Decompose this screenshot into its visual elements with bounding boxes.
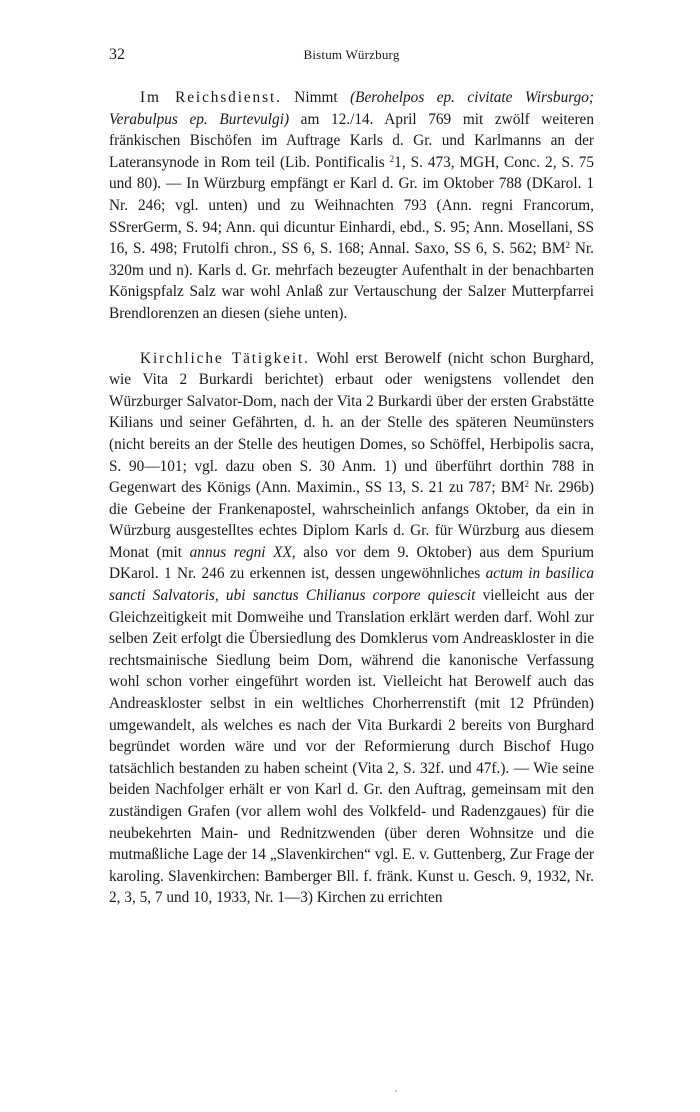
paragraph-text [109,350,594,907]
paragraph-kirchliche-taetigkeit [109,348,594,909]
italic-text: (Berohelpos ep. civitate Wirsburgo; Verabulpus ep. Burtevulgi) [109,89,595,128]
text-run: Wohl erst Berowelf (nicht schon Burghard, wie Vita 2 Burkardi berichtet) erbaut oder wenigstens vollendet den Würzburger Salvator-Dom, nach der Vita 2 Burkardi über der ersten Grabstätte Kilians und seiner Gefährten, d. h. an der Stelle des späteren Neumünsters (nicht bereits an der Stelle des heutigen Domes, so Schöffel, Herbipolis sacra, S. 90—101; vgl. dazu oben S. 30 Anm. 1) und überführt dorthin 788 in Gegenwart des Königs (Ann. Maximin., SS 13, S. 21 zu 787; BM [109,349,594,497]
page-header [109,46,594,68]
scan-speck [395,1090,397,1092]
text-run: 1, S. 473, MGH, Conc. 2, S. 75 und 80). — In Würzburg empfängt er Karl d. Gr. im Oktober 788 (DKarol. 1 Nr. 246; vgl. unten) und zu Weihnachten 793 (Ann. regni Francorum, SSrerGerm, S. 94; Ann. qui dicuntur Einhardi, ebd., S. 95; Ann. Mosellani, SS 16, S. 498; Frutolfi chron., SS 6, S. 168; Annal. Saxo, SS 6, S. 562; BM [109,153,595,258]
running-title: Bistum Würzburg [303,47,400,62]
text-run: Nimmt [281,89,351,106]
paragraph-reichsdienst [109,87,594,325]
page-number: 32 [109,46,125,63]
text-run: , also vor dem 9. Oktober) aus dem Spurium DKarol. 1 Nr. 246 zu erkennen ist, dessen ungewöhnliches [109,543,594,583]
italic-text: actum in basilica sancti Salvatoris, ubi sanctus Chilianus corpore quiescit [109,565,594,605]
text-run: am 12./14. April 769 mit zwölf weiteren fränkischen Bischöfen im Auftrage Karls d. Gr. und Karlmanns an der Lateransynode in Rom teil (Lib. Pontificalis [109,110,594,171]
section-heading: Kirchliche Tätigkeit. [140,349,310,367]
page-body [109,87,594,909]
italic-text: annus regni XX [189,543,292,561]
superscript-edition: 2 [389,153,395,164]
superscript-edition: 2 [524,479,530,490]
text-run: Nr. 296b) die Gebeine der Frankenapostel, wahrscheinlich anfangs Oktober, da ein in Würzburg ausgestelltes echtes Diplom Karls d. Gr. für Würzburg aus diesem Monat (mit [109,479,594,561]
paragraph-text [109,89,594,322]
text-run: vielleicht aus der Gleichzeitigkeit mit Domweihe und Translation erklärt werden darf. Wohl zur selben Zeit erfolgt die Übersiedlung des Domklerus vom Andreaskloster in die rechtsmainische Siedlung beim Dom, während die kanonische Verfassung wohl schon vorher eingeführt worden ist. Vielleicht hat Berowelf auch das Andreaskloster selbst in ein weltliches Chorherrenstift (mit 12 Pfründen) umgewandelt, als welches es nach der Vita Burkardi 2 bereits von Burghard begründet worden wäre und vor der Reformierung durch Bischof Hugo tatsächlich bestanden zu haben scheint (Vita 2, S. 32f. und 47f.). — Wie seine beiden Nachfolger erhält er von Karl d. Gr. den Auftrag, gemeinsam mit den zuständigen Grafen (vor allem wohl des Volkfeld- und Radenzgaues) für die neubekehrten Main- und Rednitzwenden (über deren Wohnsitze und die mutmaßliche Lage der 14 „Slavenkirchen“ vgl. E. v. Guttenberg, Zur Frage der karoling. Slavenkirchen: Bamberger Bll. f. fränk. Kunst u. Gesch. 9, 1932, Nr. 2, 3, 5, 7 und 10, 1933, Nr. 1—3) Kirchen zu errichten [109,587,595,907]
text-run: Nr. 320m und n). Karls d. Gr. mehrfach bezeugter Aufenthalt in der benachbarten Königspfalz Salz war wohl Anlaß zur Vertauschung der Salzer Mutterpfarrei Brendlorenzen an diesen (siehe unten). [109,240,594,322]
superscript-edition: 2 [565,240,570,251]
section-heading: Im Reichsdienst. [140,89,282,106]
